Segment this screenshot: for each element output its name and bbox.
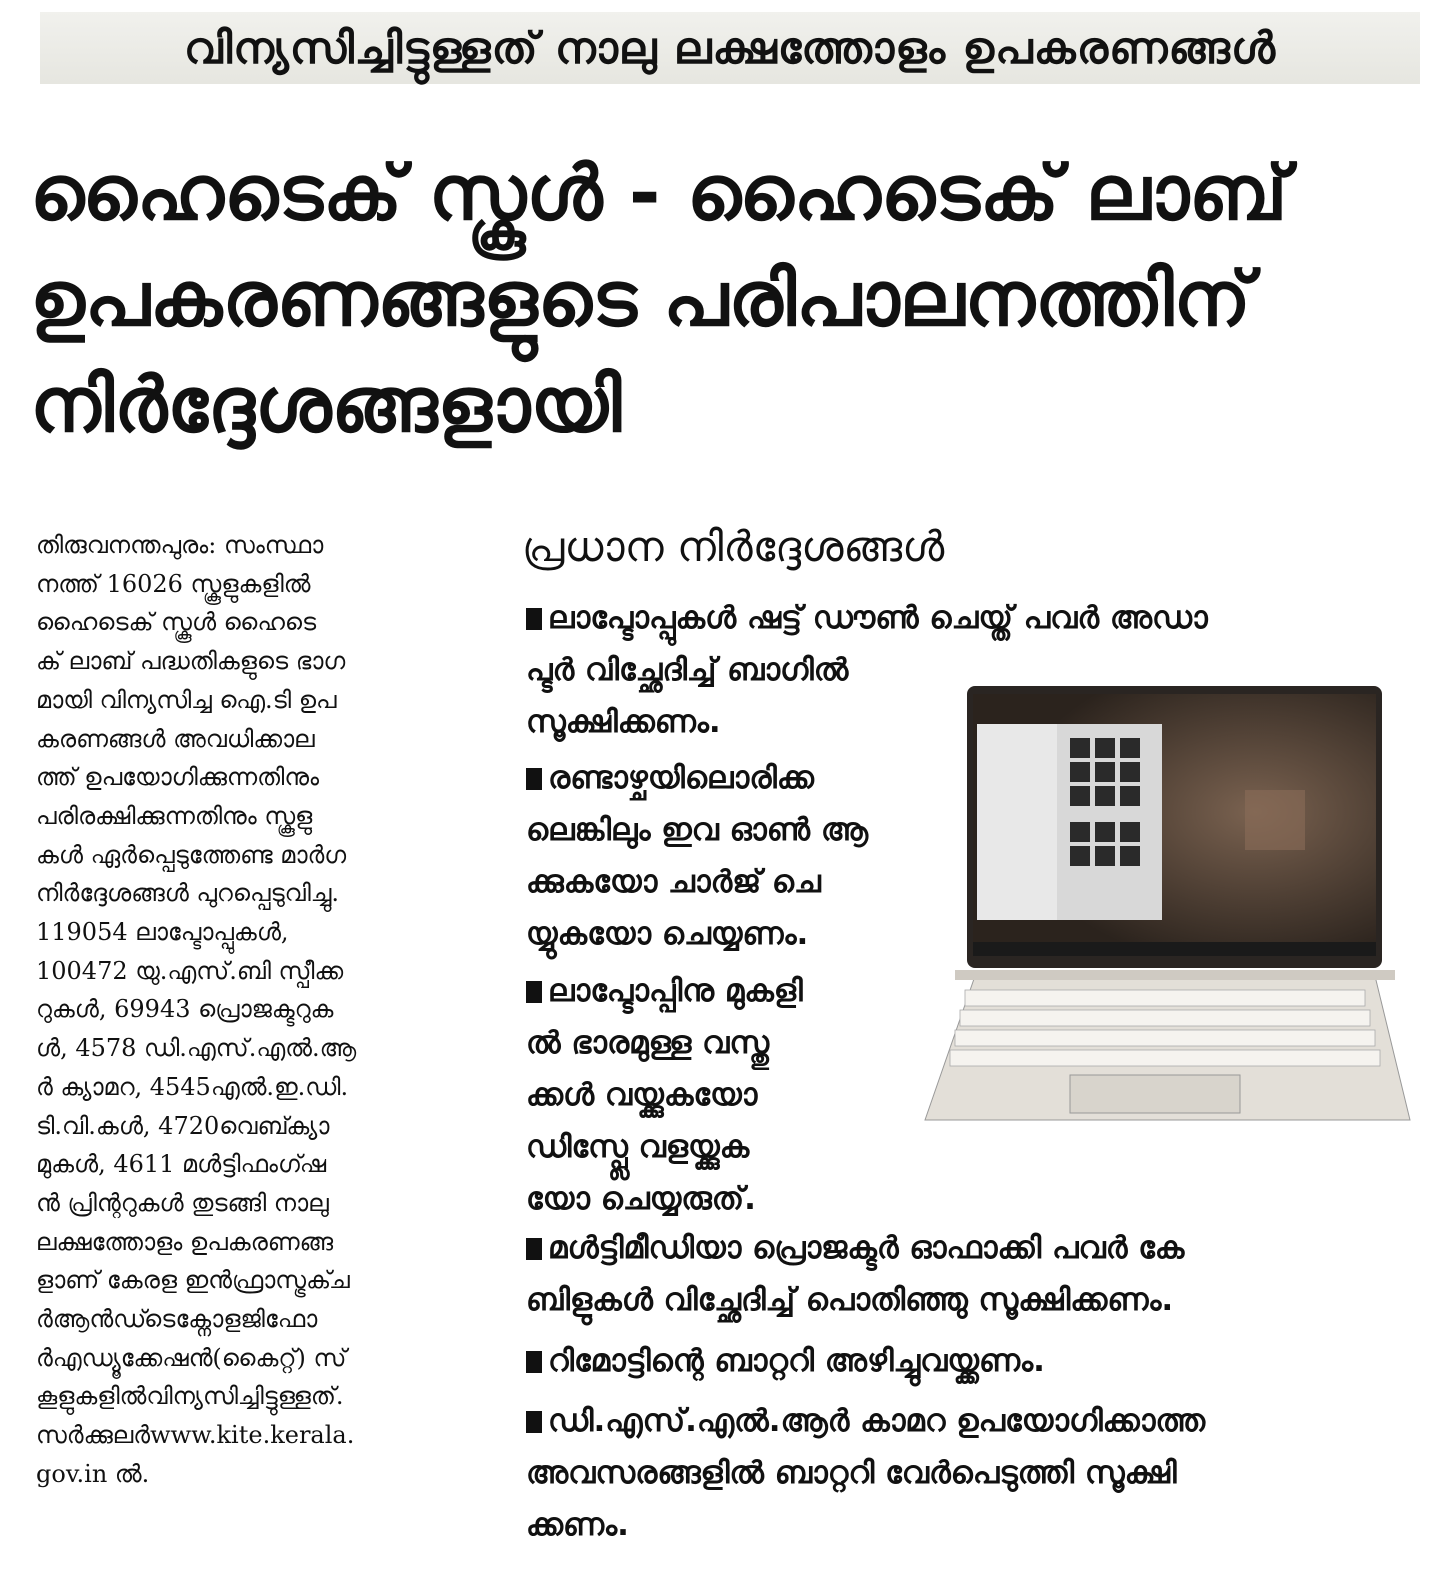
guideline-item: ഡി.എസ്.എൽ.ആർ കാമറ ഉപയോഗിക്കാത്ത അവസരങ്ങളിൽ ബാറ്ററി വേർപെടുത്തി സൂക്ഷി ക്കണം.	[526, 1403, 1206, 1543]
body-line: മായി വിന്യസിച്ച ഐ.ടി ഉപ	[36, 685, 337, 714]
body-line: റുകൾ, 69943 പ്രൊജക്ടറുക	[36, 995, 334, 1024]
body-line: കരണങ്ങൾ അവധിക്കാല	[36, 724, 315, 753]
kicker-text: വിന്യസിച്ചിട്ടുള്ളത് നാലു ലക്ഷത്തോളം ഉപകരണങ്ങൾ	[183, 22, 1277, 74]
square-bullet-icon	[526, 608, 542, 630]
body-line: നത്ത് 16026 സ്കൂളുകളിൽ	[36, 569, 311, 598]
body-line: ലക്ഷത്തോളം ഉപകരണങ്ങ	[36, 1227, 334, 1256]
body-line: ർഎഡ്യൂക്കേഷൻ(കൈറ്റ്) സ്	[36, 1343, 347, 1372]
kicker-banner	[40, 12, 1420, 84]
square-bullet-icon	[526, 1351, 542, 1373]
body-line: നിർദ്ദേശങ്ങൾ പുറപ്പെടുവിച്ചു.	[36, 879, 340, 908]
headline-line-2: ഉപകരണങ്ങളുടെ പരിപാലനത്തിന്	[30, 254, 1251, 343]
square-bullet-icon	[526, 1411, 542, 1433]
body-line: gov.in ൽ.	[36, 1459, 150, 1488]
body-line: കൂളുകളിൽവിന്യസിച്ചിട്ടുള്ളത്.	[36, 1382, 344, 1411]
body-line: ടി.വി.കൾ, 4720വെബ്ക്യാ	[36, 1111, 330, 1140]
square-bullet-icon	[526, 1238, 542, 1260]
body-line: കൾ ഏർപ്പെടുത്തേണ്ട മാർഗ	[36, 840, 347, 869]
guideline-item: ലാപ്ടോപ്പുകൾ ഷട്ട് ഡൗൺ ചെയ്ത് പവർ അഡാ പ്ടർ വിച്ഛേദിച്ച് ബാഗിൽ സൂക്ഷിക്കണം.	[526, 600, 1208, 740]
guideline-item: രണ്ടാഴ്ചയിലൊരിക്ക ലെങ്കിലും ഇവ ഓൺ ആ ക്കുകയോ ചാർജ് ചെ യ്യുകയോ ചെയ്യണം.	[526, 760, 869, 952]
headline	[30, 140, 1430, 458]
headline-line-1: ഹൈടെക് സ്കൂൾ - ഹൈടെക് ലാബ്	[30, 148, 1288, 237]
body-line: തിരുവനന്തപുരം: സംസ്ഥാ	[36, 531, 324, 559]
body-line: ളാണ് കേരള ഇൻഫ്രാസ്ട്രക്ച	[36, 1266, 350, 1295]
headline-line-3: നിർദ്ദേശങ്ങളായി	[30, 360, 622, 449]
laptop-photo	[905, 680, 1415, 1130]
body-line: ൾ, 4578 ഡി.എസ്.എൽ.ആ	[36, 1034, 357, 1063]
guidelines-box	[522, 522, 1422, 586]
body-line: മുകൾ, 4611 മൾട്ടിഫംഗ്ഷ	[36, 1150, 327, 1179]
guideline-item: റിമോട്ടിന്റെ ബാറ്ററി അഴിച്ചുവയ്ക്കണം.	[526, 1335, 1406, 1387]
body-line: ക് ലാബ് പദ്ധതികളുടെ ഭാഗ	[36, 647, 346, 676]
article-body	[36, 526, 431, 1494]
square-bullet-icon	[526, 981, 542, 1003]
guideline-item: മൾട്ടിമീഡിയാ പ്രൊജക്ടർ ഓഫാക്കി പവർ കേ ബിളുകൾ വിച്ഛേദിച്ച് പൊതിഞ്ഞു സൂക്ഷിക്കണം.	[526, 1230, 1185, 1318]
guidelines-heading: പ്രധാന നിർദ്ദേശങ്ങൾ	[522, 522, 945, 571]
body-line: സർക്കുലർwww.kite.kerala.	[36, 1421, 355, 1450]
square-bullet-icon	[526, 768, 542, 790]
body-line: ൻ പ്രിന്ററുകൾ തുടങ്ങി നാലു	[36, 1188, 329, 1217]
body-line: ർആൻഡ്ടെക്നോളജിഫോ	[36, 1305, 318, 1334]
body-line: 100472 യു.എസ്.ബി സ്പീക്ക	[36, 956, 344, 985]
body-line: ഹൈടെക് സ്കൂൾ ഹൈടെ	[36, 608, 317, 637]
body-line: പരിരക്ഷിക്കുന്നതിനും സ്കൂളു	[36, 801, 313, 830]
body-line: 119054 ലാപ്ടോപ്പുകൾ,	[36, 918, 289, 947]
body-line: ർ ക്യാമറ, 4545എൽ.ഇ.ഡി.	[36, 1072, 349, 1101]
body-line: ത്ത് ഉപയോഗിക്കുന്നതിനും	[36, 763, 320, 792]
guideline-item: ലാപ്ടോപ്പിനു മുകളി ൽ ഭാരമുള്ള വസ്തു ക്കൾ വയ്ക്കുകയോ ഡിസ്പ്ലേ വളയ്ക്കുക യോ ചെയ്യരുത്.	[526, 973, 803, 1217]
